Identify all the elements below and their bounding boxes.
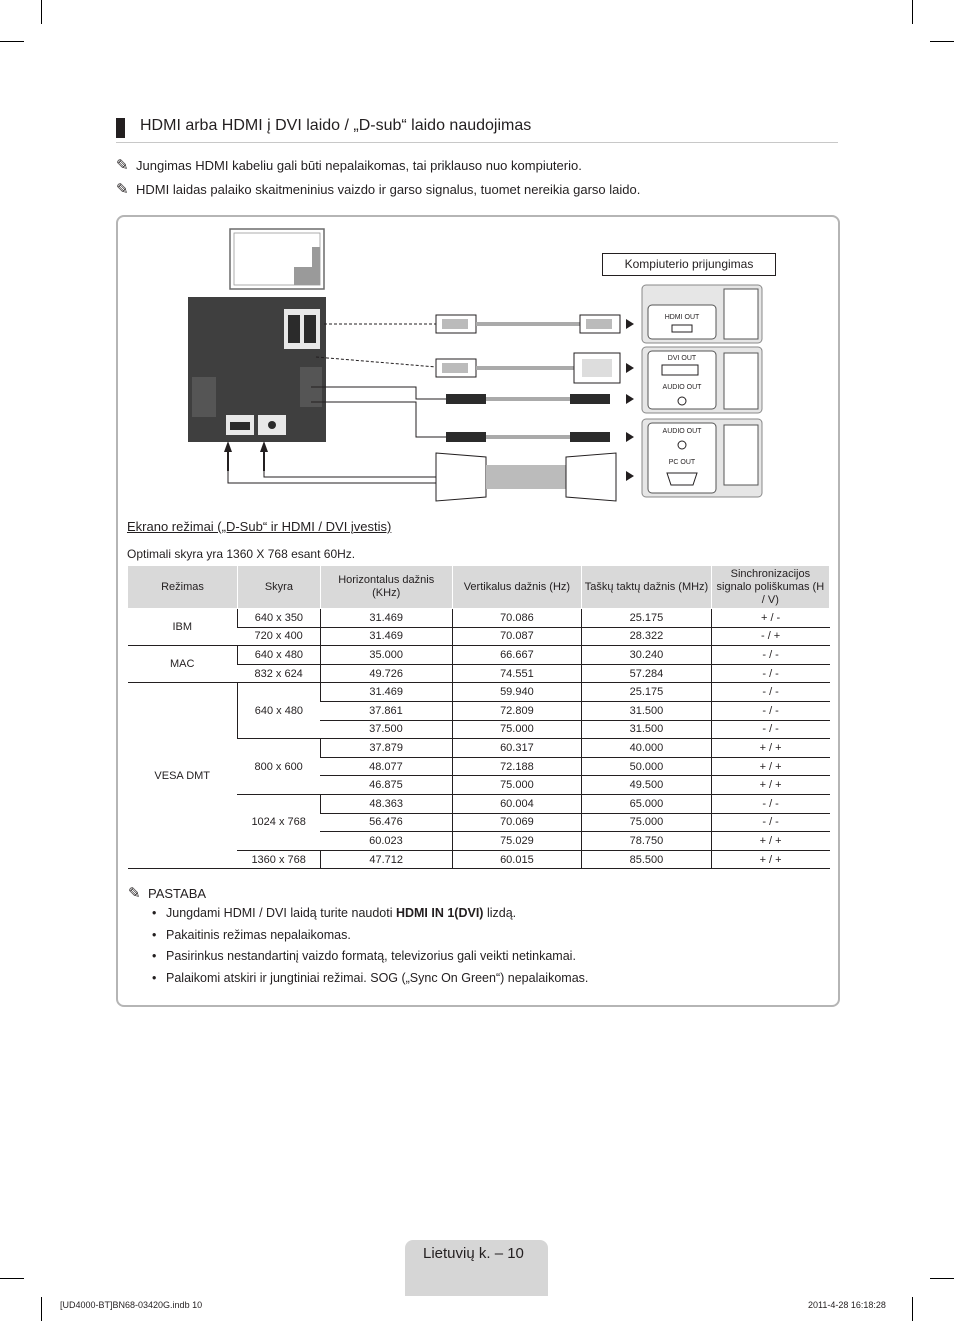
resolution-cell: 1024 x 768 [237, 794, 320, 850]
crop-mark [930, 41, 954, 42]
pencil-icon: ✎ [116, 181, 129, 198]
resolution-cell: 832 x 624 [237, 664, 320, 683]
resolution-cell: 720 x 400 [237, 627, 320, 646]
hfreq-cell: 31.469 [320, 683, 452, 702]
hfreq-cell: 35.000 [320, 646, 452, 665]
vfreq-cell: 60.317 [452, 739, 582, 758]
port-label: AUDIO OUT [662, 384, 702, 391]
vfreq-cell: 75.000 [452, 776, 582, 795]
pixclock-cell: 40.000 [582, 739, 711, 758]
bullet-text: lizdą. [483, 906, 517, 920]
sync-cell: + / + [711, 739, 829, 758]
audio-cable [446, 394, 634, 404]
hfreq-cell: 48.363 [320, 794, 452, 813]
sync-cell: + / + [711, 776, 829, 795]
list-item: • Pasirinkus nestandartinį vaizdo formatą, televizorius gali veikti netinkamai. [146, 946, 588, 968]
vfreq-cell: 66.667 [452, 646, 582, 665]
pc-port-box-dvi [642, 347, 762, 413]
pixclock-cell: 31.500 [582, 701, 711, 720]
vfreq-cell: 72.188 [452, 757, 582, 776]
note-text: HDMI laidas palaiko skaitmeninius vaizdo ir garso signalus, tuomet nereikia garso laido. [136, 182, 641, 197]
resolution-cell: 640 x 480 [237, 646, 320, 665]
column-header: Horizontalus dažnis (KHz) [320, 566, 452, 609]
resolution-cell: 640 x 350 [237, 609, 320, 628]
pixclock-cell: 57.284 [582, 664, 711, 683]
sync-cell: + / + [711, 850, 829, 869]
column-header: Taškų taktų dažnis (MHz) [582, 566, 711, 609]
pencil-icon: ✎ [116, 157, 129, 174]
table-row [128, 646, 830, 665]
vfreq-cell: 60.004 [452, 794, 582, 813]
d-sub-cable [436, 453, 634, 501]
pixclock-cell: 65.000 [582, 794, 711, 813]
sync-cell: - / - [711, 664, 829, 683]
pc-port-box-hdmi [642, 285, 762, 343]
hfreq-cell: 37.861 [320, 701, 452, 720]
vfreq-cell: 75.000 [452, 720, 582, 739]
note-heading [128, 884, 206, 902]
pixclock-cell: 25.175 [582, 683, 711, 702]
pc-port-box-dsub [642, 419, 762, 497]
crop-mark [912, 1297, 913, 1321]
vfreq-cell: 70.087 [452, 627, 582, 646]
vfreq-cell: 74.551 [452, 664, 582, 683]
note-line [116, 180, 640, 198]
pixclock-cell: 78.750 [582, 832, 711, 851]
tv-rear-panel [188, 297, 326, 442]
sync-cell: - / - [711, 813, 829, 832]
hfreq-cell: 47.712 [320, 850, 452, 869]
hfreq-cell: 49.726 [320, 664, 452, 683]
vfreq-cell: 70.086 [452, 609, 582, 628]
port-label: PC OUT [668, 459, 696, 466]
bullet-text: Jungdami HDMI / DVI laidą turite naudoti [166, 906, 396, 920]
display-modes-table [127, 565, 830, 869]
resolution-cell: 640 x 480 [237, 683, 320, 739]
vfreq-cell: 70.069 [452, 813, 582, 832]
imprint-file: [UD4000-BT]BN68-03420G.indb 10 [60, 1300, 203, 1310]
title-bar-marker [116, 118, 125, 138]
list-item: • Pakaitinis režimas nepalaikomas. [146, 925, 588, 947]
resolution-cell: 1360 x 768 [237, 850, 320, 869]
arrow-up-icon [224, 441, 268, 471]
pixclock-cell: 30.240 [582, 646, 711, 665]
crop-mark [0, 41, 24, 42]
pixclock-cell: 31.500 [582, 720, 711, 739]
bullet-bold-text: HDMI IN 1(DVI) [395, 906, 484, 920]
pixclock-cell: 75.000 [582, 813, 711, 832]
hfreq-cell: 31.469 [320, 627, 452, 646]
pixclock-cell: 49.500 [582, 776, 711, 795]
vfreq-cell: 72.809 [452, 701, 582, 720]
note-heading-label: PASTABA [148, 886, 207, 901]
vfreq-cell: 75.029 [452, 832, 582, 851]
vfreq-cell: 60.015 [452, 850, 582, 869]
port-label: AUDIO OUT [662, 428, 702, 435]
table-row [128, 609, 830, 628]
resolution-cell: 800 x 600 [237, 739, 320, 795]
column-header: Režimas [128, 566, 238, 609]
pixclock-cell: 85.500 [582, 850, 711, 869]
sync-cell: + / + [711, 757, 829, 776]
table-row [128, 683, 830, 702]
port-label: DVI OUT [667, 355, 697, 362]
hfreq-cell: 46.875 [320, 776, 452, 795]
tv-front-illustration [230, 229, 324, 289]
sync-cell: - / - [711, 683, 829, 702]
modes-section-label: Ekrano režimai („D-Sub“ ir HDMI / DVI įvestis) [127, 519, 392, 534]
hfreq-cell: 37.500 [320, 720, 452, 739]
list-item [146, 903, 588, 925]
optimal-resolution-note: Optimali skyra yra 1360 X 768 esant 60Hz. [127, 547, 356, 561]
crop-mark [0, 1278, 24, 1279]
hfreq-cell: 37.879 [320, 739, 452, 758]
column-header: Vertikalus dažnis (Hz) [452, 566, 582, 609]
sync-cell: - / - [711, 646, 829, 665]
content-panel [116, 215, 840, 1007]
crop-mark [930, 1278, 954, 1279]
sync-cell: - / - [711, 720, 829, 739]
sync-cell: - / - [711, 701, 829, 720]
mode-cell: MAC [128, 646, 238, 683]
table-header-row [128, 566, 830, 609]
sync-cell: + / + [711, 832, 829, 851]
sync-cell: - / + [711, 627, 829, 646]
hdmi-cable [436, 315, 634, 333]
crop-mark [41, 1297, 42, 1321]
hfreq-cell: 60.023 [320, 832, 452, 851]
section-header [116, 116, 838, 143]
note-line [116, 156, 582, 174]
list-item: • Palaikomi atskiri ir jungtiniai režimai. SOG („Sync On Green“) nepalaikomas. [146, 968, 588, 990]
page-number: Lietuvių k. – 10 [423, 1245, 524, 1262]
column-header: Sinchronizacijos signalo poliškumas (H / V) [711, 566, 829, 609]
note-bullet-list [146, 903, 588, 990]
pixclock-cell: 28.322 [582, 627, 711, 646]
note-text: Jungimas HDMI kabeliu gali būti nepalaikomas, tai priklauso nuo kompiuterio. [136, 158, 582, 173]
crop-mark [912, 0, 913, 24]
sync-cell: - / - [711, 794, 829, 813]
sync-cell: + / - [711, 609, 829, 628]
imprint-date: 2011-4-28 16:18:28 [808, 1300, 886, 1310]
pencil-icon: ✎ [128, 885, 141, 902]
mode-cell: VESA DMT [128, 683, 238, 869]
hfreq-cell: 48.077 [320, 757, 452, 776]
column-header: Skyra [237, 566, 320, 609]
crop-mark [41, 0, 42, 24]
connection-title-box: Kompiuterio prijungimas [602, 253, 776, 276]
port-label: HDMI OUT [664, 314, 700, 321]
hdmi-dvi-cable [436, 353, 634, 383]
pixclock-cell: 25.175 [582, 609, 711, 628]
hfreq-cell: 31.469 [320, 609, 452, 628]
hfreq-cell: 56.476 [320, 813, 452, 832]
page-title: HDMI arba HDMI į DVI laido / „D-sub“ laido naudojimas [140, 117, 532, 134]
audio-cable [446, 432, 634, 442]
vfreq-cell: 59.940 [452, 683, 582, 702]
pixclock-cell: 50.000 [582, 757, 711, 776]
mode-cell: IBM [128, 609, 238, 646]
